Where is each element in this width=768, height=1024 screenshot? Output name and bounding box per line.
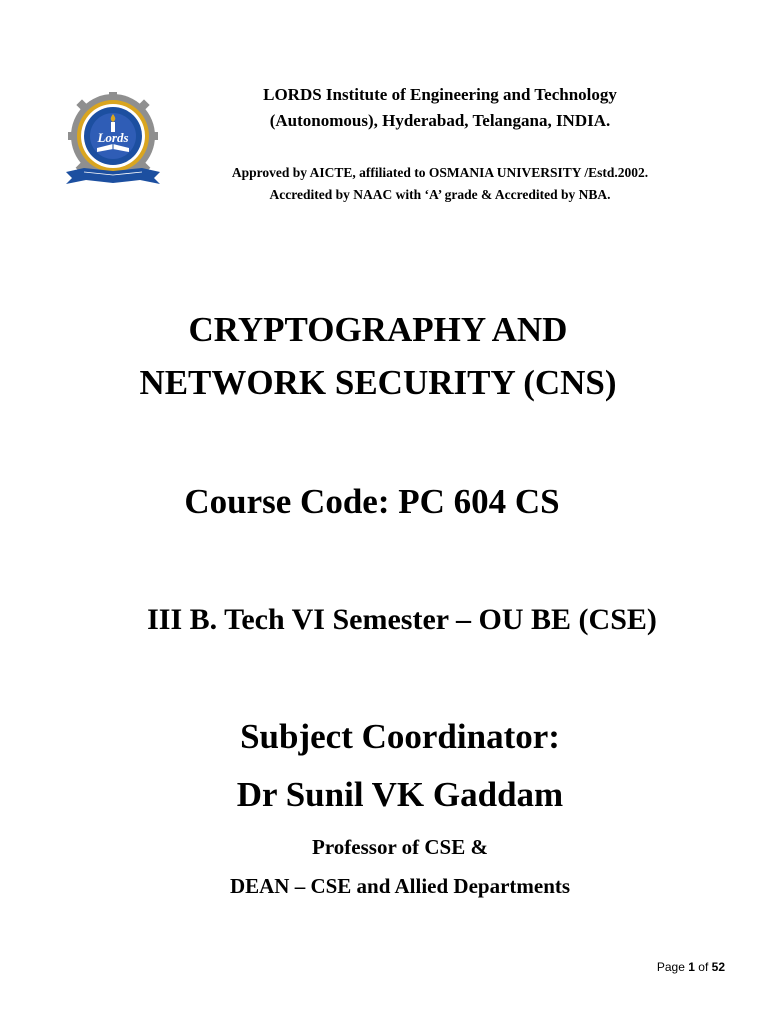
course-title-line-2: NETWORK SECURITY (CNS) (139, 363, 617, 402)
current-page-number: 1 (688, 960, 695, 974)
coordinator-position-1: Professor of CSE & (312, 835, 488, 859)
page-word: Page (656, 960, 685, 974)
institute-logo-icon (64, 92, 162, 190)
coordinator-position-2: DEAN – CSE and Allied Departments (229, 874, 571, 898)
approval-line-1: Approved by AICTE, affiliated to OSMANIA UNIVERSITY /Estd.2002. (231, 165, 649, 180)
total-pages-number: 52 (711, 960, 725, 974)
coordinator-name: Dr Sunil VK Gaddam (236, 775, 564, 814)
coordinator-label: Subject Coordinator: (240, 717, 560, 756)
approval-line-2: Accredited by NAAC with ‘A’ grade & Accredited by NBA. (269, 187, 611, 202)
svg-text:Lords: Lords (97, 130, 129, 145)
of-word: of (698, 960, 709, 974)
institute-name-line-2: (Autonomous), Hyderabad, Telangana, INDIA. (269, 111, 611, 130)
semester-info: III B. Tech VI Semester – OU BE (CSE) (147, 603, 657, 636)
course-code: Course Code: PC 604 CS (184, 482, 560, 521)
institute-name-line-1: LORDS Institute of Engineering and Technology (263, 85, 617, 104)
page-number-footer (657, 960, 725, 974)
course-title-line-1: CRYPTOGRAPHY AND (188, 310, 568, 349)
